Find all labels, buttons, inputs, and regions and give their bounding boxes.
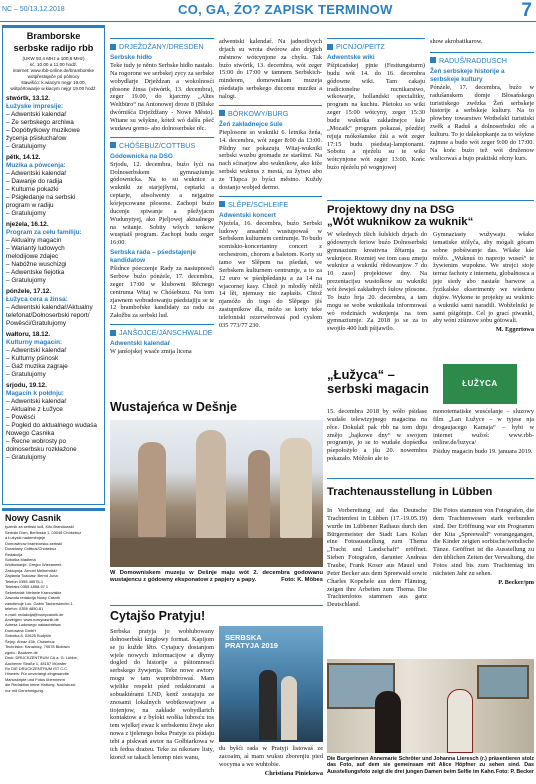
radio-info-line: wótpórtowanje w.kiacym nejgr 19.00 hodź. [10, 85, 97, 91]
impressum-line: Domowinow bramborsko-serbski [5, 540, 63, 546]
impressum-line: zawótmuje Loc. Gabin Tauberskecho 1 [5, 600, 73, 606]
dsg-text-2: Gymnaziasty wužywaju wšake tematiske stólyča, aby mógali gócam sobne pobśiwanje das. Wšake kśe móžo. „Wuknuś to naprojo wuseś“ te žywienim wupokne. We strejci stoje terraz fachoty z internetu, globalnosca a jeje siedy abo nastaše barwow a fyzikalske ekserimenty we wiedenu dujów. Wykone te projekty su wukinic a wukniki sami naradili. Wobželniki je sami pśigótujn. Cel jo grací piwanki, aby wóni ziśinove sobu gótowali. [433, 231, 534, 325]
radio-days [6, 95, 101, 462]
impressum-lines [5, 524, 102, 693]
impressum-line: Zastupnja: Arnold Melbendski [5, 567, 57, 573]
radio-info-line: wotpřestaječe pó pólnocy [27, 73, 80, 79]
section-cottbus: CHÓŠEBUZ/COTTBUS [110, 137, 214, 150]
text-zen: Pieplosone so wukniki 6. letnika žeńa, 14. decembra, wót zeger 8:00 da 13:00. Pšidny raz pokazuju Witaj-wukniki serbski wuzbu gromadu ze staršimi. Na nach sćinarjow abo wuknikow, ako kiže serbski wuknus z mestá, za žytwu abo ze Tlupca jo byści městno. Kuždy dostanjo wobjed dermo. [219, 128, 322, 191]
radio-day-item: – Adwentski kalendaŕ [6, 169, 67, 177]
radio-program [2, 25, 105, 505]
radio-day-date: wałtoru, 18.12. [6, 330, 51, 338]
impressum-line: Sobotka 8, 02625 Budyšin [5, 633, 51, 639]
impressum-line: Adresa Ludowego nakładnistwa [5, 622, 61, 628]
radio-day-item: – Ze serbskego archiwa [6, 118, 74, 126]
radio-info-line: internet: www.rbb-online.de/bramborske [12, 67, 95, 73]
text-historija: Pónźele, 17. decembra, buźo w radušanskem domje Błosańskego turistiskego zwězka Žeń serbskeje historije a serbskeje kultury. Na to płowbny towarstwo Wotbelski turistiski zwěk a Raduš a dolnoserbsku rěc a kulturu. To jo dalekopkanje za to wšykne zajmne a budo wót zeger 9:00 do 17:00. Na końc buźo tež wót druženow wulicowaś a bujo praktiski rěcny kurs. [430, 83, 534, 162]
radio-day [6, 331, 101, 379]
cytajso-author: Christiana Piniekowa [264, 769, 323, 777]
wustajenca-photo [110, 420, 323, 567]
radio-day-topic: Magacin k połdnju: [6, 389, 64, 397]
subhead-godownicka: Gódownicka na DSG [110, 152, 173, 160]
radio-day-item: Nowego Casnika [6, 429, 55, 437]
impressum-line: Ro DIE DRUCKZENTRUM IST C.C. [5, 666, 69, 672]
radio-day [6, 154, 101, 218]
lubben-photo [327, 659, 534, 753]
impressum-line: Sobotka Madlena [5, 556, 36, 562]
radio-day-item: – Nabóžne wuschizgi [6, 260, 67, 268]
radio-day-item: – Dawanje do radija [6, 177, 63, 185]
radio-day-topic: Łužyca cera a źinsa: [6, 295, 68, 303]
subhead-zen: Žeń zakładnejce šule [219, 120, 283, 128]
radio-day-item: – Pśigłedanje na serbski [6, 193, 76, 201]
impressum-line: e-mail: redakcija@nowycasnik.de [5, 611, 64, 617]
wustajenca-article [110, 400, 323, 596]
square-icon [110, 142, 116, 148]
impressum-line: Zapłania Toaclaw: Bernd Juńa [5, 573, 58, 579]
square-icon [219, 201, 225, 207]
impressum [2, 508, 105, 782]
square-icon [219, 110, 225, 116]
radio-day-item: – Wariantý ludowych [6, 244, 65, 252]
radio-day-item: telefonat/Dołnoserbski report/ [6, 311, 90, 319]
cytajso-tail: du byšći rada w Pratyji listowaś ze zacoaim, aì mam wuksu zborenjiu pied wocyma a we wuhtobie. [219, 745, 323, 768]
lubben-title: Trachtenausstellung in Lübben [327, 486, 493, 498]
radio-day-item: – Dopóbytkowy muzikowe [6, 126, 80, 134]
radio-day-item: – Adwentske fiejotka [6, 268, 65, 276]
wustajenca-caption: W Domowniskem muzeju w Dešnje maju wót 2. decembra godowanu wustajencu z gódowny eksponatow z papjery a papy. Foto: K. Möbes [110, 569, 323, 583]
subhead-hidlo: Serbske hidło [110, 54, 152, 61]
radio-day-date: njeźela, 16.12. [6, 220, 49, 228]
impressum-line: Manuskripte und Fotos übernimmt [5, 676, 65, 682]
square-icon [327, 44, 333, 50]
luzyca-title: „Łužyca“ – serbski magacin [327, 367, 429, 397]
subhead-wiki: Adwentske wiki [327, 54, 375, 61]
square-icon [430, 57, 436, 63]
radio-info-line: stawišćo: k.wiacym nejgr 19.00, [21, 79, 86, 85]
radio-day-item: – Kulturne pokazki [6, 185, 59, 193]
impressum-line: Serbski Dom, Berlinska 1, 03046 Chóśebuz [5, 529, 82, 535]
radio-day-item: – Gratulujomy [6, 209, 46, 217]
radio-day-item: program w radiju [6, 201, 54, 209]
dsg-text-1: W wšednych tšich šulskich drjach do gódownych feriow buźo Dolnoserbski gymnazium kreativna žětarnja za wuknjece. Rozmiej we tom casu zmeju wuknice a wuknikí rědowanjow 7 do 10 zaso] projektowe dny. Na prezentacijsu wustolkow su wukniki wót žewješ zakładnych šulow pšosone. To buźo brja 20. decembra, a tam mogu se wobe wuknikala informowaś wó rodzinách wuknjenja na tom gymnaziumje. Za 2018 jo se za to swojiło 400 ludi pśijawilo. [327, 231, 427, 333]
lubben-text-2: Die Fotos stammen von Fotografen, die dem Trachtenwesen stark verbunden sind. Der Eröffnung war ein Programm der Kita „Spreewald“ vorangegangen, die Kinder zeigten sorbische/wendische Tänze. Geöffnet ist die Ausstellung zu den üblichen Zeiten der Verwaltung, die Fotos sind bis zum Trachtentag im nächsten Jahr zu sehen. [433, 507, 534, 577]
luzyca-badge: ŁUŽYCA [443, 364, 517, 404]
impressum-line: a Łużyski nademěnjeje [5, 535, 46, 541]
radio-day-item: – Gratulujomy [6, 370, 46, 378]
page-header [0, 0, 536, 22]
impressum-line: Druk: DRUCKZENTRUM CA a. G. Lübbe, [5, 655, 78, 661]
radio-day [6, 382, 101, 462]
text-koncert: Njeźela, 16. decembra, buźo Serbski ludowy ansambl wustupowaš w Serbskem kulturnem centrumje. To budo sceniskio-koncertantny concert z orchestrom, chorom a baletom. Korty su tamo we Slěpem na pšedań, we Serbskem kulturnem centrumje, a to za 12 euro w pśedpšedanju a za 14 na wjacornej kasy. Chtož jo młodšy něźli 14 lět, njemusy nic zapłaśis. Chtož njamóžo do togo do Slěpego jěś zastupnikow dla, móžo se korty teke telefoniski rezerwěrowaś pod cysłom 035 773/77 230. [219, 219, 322, 329]
impressum-line: Anzeigen: www.nowycasnik.de [5, 616, 59, 622]
dsg-credit: M. Eggertowa [495, 326, 534, 334]
cytajso-text: Serbska pratyja jo wobłubowany dołnoserbski knigłowy format. Kapijom se ju kužde lěto. Cytajucy dostanjom wjele nowych informacijow a dłymy dogled do historije a pśitomnosći serbskego žywjenja. Teke nowe awtory mogu w tam wuprobërowaś. Mam wjelike respekt pśed redaktorami a sobuaktérami LND, kenž zestajuju ze znosami lokalnych wobtkowarjowe a tiojenjow, na zakłade wobydlarich kontaktow a z byloki wołšia lubosću tos tem wjelkej ewaz k serbskemu žiwje ako nowa z tjelenego boka Pratyje za pśidaju tebi a piskwań awtor na Gołbiarkowa w ich fedoa drażeu. Teke za nikotare listy, ktorež se takach lenomp nies wanu, [110, 628, 214, 761]
impressum-line: tyźenik za serbski ludi, Kito Brandowski [5, 524, 74, 530]
text-wiki-cont: show akrobatikarow. [430, 38, 483, 45]
radio-day-topic: Program za cełu familiju: [6, 228, 82, 236]
radio-day-item: – Powěsći [6, 413, 36, 421]
events-col-4 [327, 38, 425, 196]
text-godownicka: Srjodu, 12. decembra, buźo łyći na Dolnoserbskem gymnaziumje gódownicka. Na to su wuknice a wukniki ze starjejšymi, ceptarki a ceptarje, absolwenty a nejgażne kórjepcowane pšosone. Zachopi buźo ducenje spiwanje a pšežyjacm Wudunytyej, ako Pjeljowej aktualnego na witanje. Sobity wšych tenkow wuspiaiš program. Zachopi budu zeger 16:00. [110, 160, 214, 247]
square-icon [110, 330, 116, 336]
impressum-line: zgoto.: Bautzen.de [5, 649, 38, 655]
radio-day-date: stwórtk, 13.12. [6, 94, 51, 102]
impressum-line: Aachener Straße 1, 48157 Münster [5, 660, 67, 666]
radio-day-item: – Kulturny pśinosk [6, 354, 59, 362]
events-col-2 [110, 38, 214, 398]
radio-day-item: – Aktualny magacin [6, 236, 62, 244]
radio-day-item: dołnoserbsku rozkłaźone [6, 445, 77, 453]
impressum-line: Techniske: Kanalnicy, 79578 Błotowo [5, 644, 70, 650]
subhead-koncert: Adwentski koncert [219, 211, 276, 219]
radio-day-topic: Łužyske impresije: [6, 102, 64, 110]
cytajso-article [110, 605, 323, 783]
impressum-line: Sekretariat: Melanie Kranoviskie [5, 589, 62, 595]
subhead-kalendar: Adwentski kalendaŕ [110, 340, 171, 348]
section-raddusch: RADUŠ/RADDUSCH [430, 52, 534, 65]
lubben-article [327, 478, 534, 783]
impressum-line: Šejny: Ahraz 43b, Chóśebuz [5, 638, 55, 644]
impressum-line: die Redaktion keine Haftung. Nachdruck [5, 682, 76, 688]
impressum-line: Doradowy Cottbus/Chóśebuz [5, 546, 57, 552]
text-hidlo: Teke tudy je něnto Serbske hidło nastało. Na rogorone we serbskej zycy za serbske wobydlarje Drježdzan a wokolnosći płosone žinsa (stwórtk, 13. decembra), zeger 19.00, do kjarcmy „Altes Weltbüro“ na Antonowej droze 8 (Bliske dwórnišća Drježdžany - Nowe Město). Witane su wšykne, kótež wó dalšu pšeč wudawu gorno- abo dolnoserbske rěc. [110, 62, 214, 132]
impressum-line: nur mit Genehmigung. [5, 687, 44, 693]
lubben-caption: Die Burgerinnen Annemarie Schröter und Johanna Lieresch (r.) präsentieren stolz das Foto, auf dem sie gemeinsam mit Alice Höpfner zu sehen sind. Das Ausstellungsfoto zeigt die drei jungen Damen beim Selfie im Kahn. Foto: P. Becker [327, 756, 534, 775]
section-burg: BÓRKOWY/BURG [219, 105, 322, 118]
radio-day-item: – Řecne wobrosty po [6, 437, 67, 445]
section-peitz: PICNJO/PEITZ [327, 38, 425, 51]
text-rada: Pšidnce póeczenje Rady za nastupnosći Serbow buźo pónźele, 17. decembra, zeger 17:00 w klubowni Rěcnego centruma Witaj w Chóśebuzu. Na tom zjawnem wobradowanju pśedstajiju se te 12 brambořske kandidaty za radu za Załožbu za serbski lud. [110, 265, 214, 320]
events-col-5 [430, 38, 534, 196]
impressum-line: Hinweis: Für unverlangt eingesandte [5, 671, 69, 677]
radio-day-date: pónźele, 17.12. [6, 287, 52, 295]
section-schleife: SLĚPE/SCHLEIFE [219, 196, 322, 209]
dsg-article [327, 200, 534, 360]
page-title: CO, GA, ŹO? ZAPISK TERMINOW [178, 2, 393, 17]
impressum-title: Nowy Casnik [5, 513, 62, 523]
lubben-credit: P. Becker/pm [498, 578, 534, 586]
luzyca-text-2: monotematiske wusćelanje – sluzowy film „Lan Łužyce – w tyjese nja drogaujacego Kamaja“ – hybi w internet wužoś: www.rbb-online.de/luzyca/ [433, 408, 534, 447]
square-icon [110, 44, 116, 50]
radio-day-item: – Gaž muzika zagraje [6, 362, 68, 370]
impressum-line: Domowina GmbH [5, 627, 37, 633]
radio-day-item: Powěsći/Gratulujomy [6, 319, 67, 327]
radio-day-item: – Aktualne z Łužyce [6, 405, 63, 413]
radio-day-item: melodijowe zdajec [6, 252, 59, 260]
radio-day [6, 288, 101, 328]
subhead-rada: Serbska rada – pśedstajenje kandidatow [110, 249, 196, 265]
radio-day-item: – Adwentski kalendaŕ [6, 397, 67, 405]
text-wiki: Pśipicańskej pjnie (Festtungsturm) budu wót 14. do 16. decembra gódowne wiki. Tam cakaju tradicionelne rucnikarstwo, wikowarje, hollandski specialitky, program na kuchiu. Pšetoku so wiki zeger 15:00 wótcyny, zeger 15:30 budu wuknika zakładnejce šule „Mozaik“ program pokazaś, pózdźej rejuja mókošanske źiśi a wót zeger 17:15 budu pśedstaj-lampionami. Sobotu a njeźelu su te wiki wótcynjone wót zeger 13:00. Końc buźo njeźelu pó wognjowej [327, 62, 425, 172]
luzyca-next: Pśiduy magacin budo 19. januara 2019. [433, 448, 533, 456]
radio-day-item: – Pogłed do aktualnego wudaśa [6, 421, 97, 429]
lubben-text-1: In Vorbereitung auf das Deutsche Trachtenfest in Lübben (17.-19.05.19) wurde im Lübbener Rathaus durch den Bürgermeister der Stadt Lars Kolan eine Fotoausstellung zum Thema „Tracht und Landschaft“ eröffnet. Sieben Fotografen, darunter Andreas Traube, Frank Koser aus Mauel und Peter Becker aus dem Spreewald sowie Charles Kopehele aus dem Fläming, zeigen ihre Arbeiten zum Thema. Die Trachtenfotos stammen aus ganz Deutschland. [327, 507, 427, 609]
radio-title: Bramborske serbske radijo rbb [13, 31, 94, 53]
section-janschwalde: JANŠOJCE/JÄNSCHWALDE [110, 324, 214, 337]
radio-day-topic: Muzika a pówcenja: [6, 161, 66, 169]
impressum-line: telefon: 0355 4850-81 [5, 606, 44, 612]
dsg-title: Projektowy dny na DSG „Wót wuknikow za wuknik“ [327, 204, 474, 229]
radio-info-line: sć. 10.00 a 11.00 hodź. [29, 61, 78, 67]
impressum-line: Wólbowanje: Gregor Wiecaneek [5, 562, 62, 568]
radio-day-item: – Adwentski kalendaŕ [6, 346, 67, 354]
pratyja-cover-label: SERBSKA PRATYJA 2019 [225, 633, 278, 651]
text-kalendar: W janšojskej wsače zmija licena [110, 348, 192, 356]
wustajenca-title: Wustajeńca w Dešnje [110, 400, 237, 414]
impressum-line: Redakcija [5, 551, 23, 557]
radio-day-item: – Gratulujomy [6, 276, 46, 284]
radio-info-line: (UKW 93,4 MHz a 100,6 MHz) [22, 56, 85, 61]
luzyca-article [327, 364, 534, 474]
impressum-line: Zawoda redakcija Nowy Casnik [5, 595, 60, 601]
radio-day-item: – Gratulujomy [6, 453, 46, 461]
section-dresden: DRJEŽDŽANY/DRESDEN [110, 38, 214, 51]
pratyja-photo [219, 626, 323, 742]
luzyca-text-1: 15. decembra 2018 by wóło pśidase wudaše telewizyjnego magacina na rěce. Dokulaž pak rbb na tom dnju změjo „bajkowe dny“ w swojom programje, jo se to wudaše dopśedka pśepołożyło a jšu 20. nowembra pokazało. Móžošo ale to [327, 408, 427, 463]
subhead-historija: Žeń serbskeje historije a serbskeje kultury [430, 67, 505, 83]
radio-day-item: – Adwentski kalendaŕ [6, 110, 67, 118]
impressum-line: Telefon 0355 48576-1 [5, 578, 44, 584]
radio-day-item: – Gratulujomy [6, 142, 46, 150]
radio-day-date: srjodu, 19.12. [6, 381, 47, 389]
issue-number: NC – 50/13.12.2018 [2, 6, 65, 13]
radio-day-item: žycenja pśisłuchaŕow [6, 134, 67, 142]
radio-day-topic: Kulturny magacin: [6, 338, 63, 346]
radio-info [6, 56, 101, 92]
text-kalendar-cont: adwentski kalendaŕ. Na jadnotlivych drjach su wrota dwórow abo drjgich městnow wótcynjone za chyšu. Tak buźo stwórtk, 13. decembra, wót zeger 15:00 do 17:00 w tamnem Serbskich-mindeom, domownikam muzeja pśedstajis serbskego ducomu muziku a nalogi. [219, 38, 322, 101]
page-number: 7 [521, 0, 532, 21]
events-col-3 [219, 38, 322, 398]
radio-day [6, 221, 101, 285]
radio-day-date: pětk, 14.12. [6, 153, 41, 161]
radio-day-item: – Adwentski kalendaŕ/Aktualny [6, 303, 93, 311]
impressum-line: Telefaks 0355 4858-97 1 [5, 584, 49, 590]
radio-day [6, 95, 101, 151]
cytajso-title: Cytajšo Pratyju! [110, 609, 206, 623]
